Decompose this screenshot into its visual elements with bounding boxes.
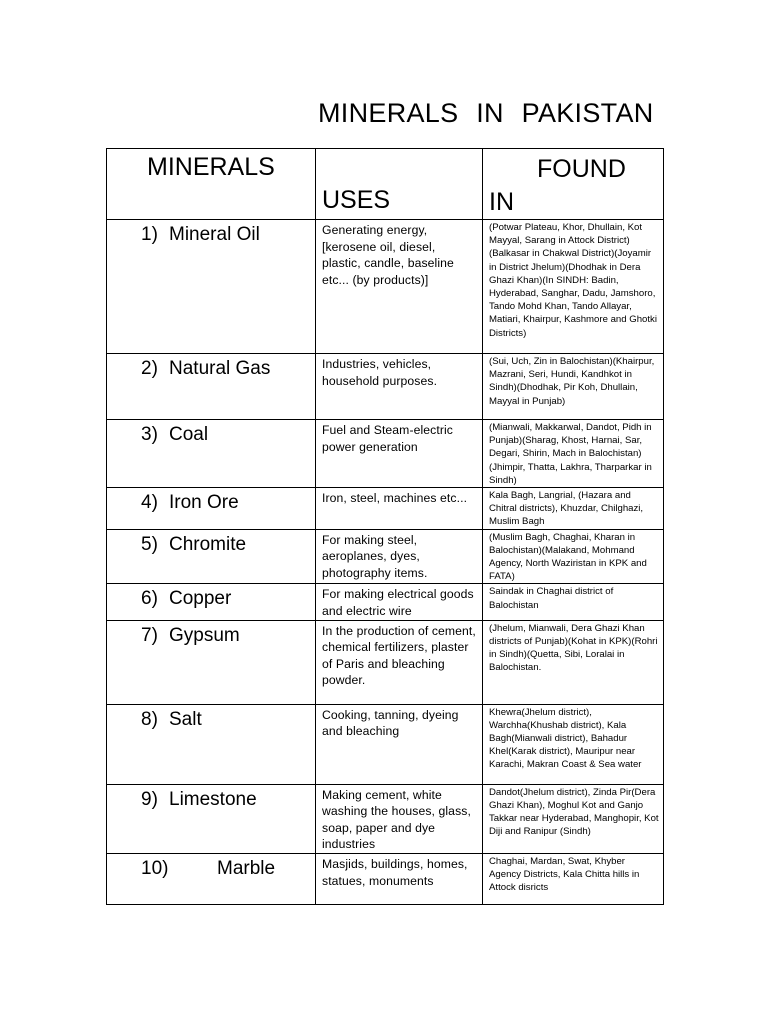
mineral-uses: Masjids, buildings, homes, statues, monuments	[322, 857, 468, 888]
mineral-found-in: Kala Bagh, Langrial, (Hazara and Chitral districts), Khuzdar, Chilghazi, Muslim Bagh	[489, 490, 644, 528]
mineral-uses: For making steel, aeroplanes, dyes, photography items.	[322, 532, 428, 580]
mineral-label: Limestone	[169, 788, 257, 810]
row-number: 3)	[141, 424, 158, 445]
row-number: 9)	[141, 788, 158, 810]
mineral-label: Chromite	[169, 533, 247, 555]
table-row	[107, 220, 664, 354]
mineral-found-in: (Sui, Uch, Zin in Balochistan)(Khairpur, Mazrani, Seri, Hundi, Kandhkot in Sindh)(Dhodhak, Pir Koh, Dhullain, Mayyal in Punjab)	[489, 356, 655, 407]
mineral-name	[107, 420, 315, 446]
mineral-name	[107, 220, 315, 246]
mineral-name	[107, 854, 315, 880]
mineral-name	[107, 488, 315, 514]
table-row	[107, 620, 664, 704]
mineral-label: Marble	[217, 858, 276, 879]
header-cell-minerals	[107, 149, 316, 220]
minerals-table	[106, 148, 664, 905]
mineral-found-in: (Muslim Bagh, Chaghai, Kharan in Balochistan)(Malakand, Mohmand Agency, North Waziristan in KPK and FATA)	[489, 531, 647, 583]
mineral-found-in: Khewra(Jhelum district), Warchha(Khushab district), Kala Bagh(Mianwali district), Bahadur Khel(Karak district), Mauripur near Karachi, Makran Coast & Sea water	[489, 706, 642, 771]
mineral-uses: Generating energy, [kerosene oil, diesel, plastic, candle, baseline etc... (by products)]	[322, 223, 454, 287]
mineral-name	[107, 705, 315, 731]
row-number: 8)	[141, 708, 158, 730]
table-row	[107, 584, 664, 620]
row-number: 4)	[141, 492, 158, 514]
header-cell-found-in	[483, 149, 664, 220]
table-row	[107, 420, 664, 488]
mineral-found-in: (Potwar Plateau, Khor, Dhullain, Kot Mayyal, Sarang in Attock District)(Balkasar in Chakwal District)(Joyamir in District Jhelum)(Dhodhak in Dera Ghazi Khan)(In SINDH: Badin, Hyderabad, Sanghar, Dadu, Jamshoro, Tando Mohd Khan, Tando Allayar, Matiari, Khairpur, Kashmore and Ghotki Districts)	[489, 222, 657, 339]
mineral-uses: For making electrical goods and electric wire	[322, 587, 474, 619]
row-number: 7)	[141, 624, 158, 646]
row-number: 10)	[141, 858, 169, 879]
table-row	[107, 704, 664, 784]
mineral-label: Iron Ore	[169, 492, 239, 514]
mineral-label: Mineral Oil	[169, 224, 260, 245]
header-uses-label: USES	[322, 186, 391, 214]
mineral-found-in: (Mianwali, Makkarwal, Dandot, Pidh in Punjab)(Sharag, Khost, Harnai, Sar, Degari, Shirin, Mach in Balochistan)(Jhimpir, Thatta, Lakhra, Tharparkar in Sindh)	[489, 422, 652, 486]
mineral-name	[107, 584, 315, 610]
mineral-uses: Industries, vehicles, household purposes.	[322, 357, 438, 388]
mineral-found-in: (Jhelum, Mianwali, Dera Ghazi Khan districts of Punjab)(Kohat in KPK)(Rohri in Sindh)(Quetta, Sibi, Loralai in Balochistan.	[489, 622, 658, 674]
mineral-uses: Fuel and Steam-electric power generation	[322, 423, 454, 454]
mineral-name	[107, 785, 315, 811]
row-number: 2)	[141, 358, 158, 379]
mineral-label: Copper	[169, 588, 232, 610]
mineral-label: Gypsum	[169, 624, 240, 646]
row-number: 5)	[141, 533, 158, 555]
mineral-uses: In the production of cement, chemical fertilizers, plaster of Paris and bleaching powder.	[322, 623, 476, 688]
header-cell-uses	[316, 149, 483, 220]
header-minerals-label: MINERALS	[147, 153, 275, 181]
mineral-uses: Iron, steel, machines etc...	[322, 491, 468, 506]
mineral-found-in: Saindak in Chaghai district of Balochistan	[489, 586, 614, 611]
mineral-label: Salt	[169, 708, 202, 730]
mineral-name	[107, 354, 315, 380]
table-row	[107, 784, 664, 853]
mineral-found-in: Dandot(Jhelum district), Zinda Pir(Dera Ghazi Khan), Moghul Kot and Ganjo Takkar near Hyderabad, Manghopir, Kot Diji and Ranipur (Sindh)	[489, 786, 659, 838]
row-number: 6)	[141, 588, 158, 610]
table-header-row	[107, 149, 664, 220]
page-title: MINERALS IN PAKISTAN	[318, 98, 654, 128]
mineral-label: Coal	[169, 424, 209, 445]
table-row	[107, 354, 664, 420]
header-found-in-label	[483, 149, 663, 219]
mineral-name	[107, 530, 315, 556]
table-row	[107, 854, 664, 905]
table-row	[107, 488, 664, 530]
row-number: 1)	[141, 224, 158, 245]
table-row	[107, 529, 664, 584]
mineral-uses: Making cement, white washing the houses, glass, soap, paper and dye industries	[322, 787, 471, 852]
mineral-label: Natural Gas	[169, 358, 271, 379]
header-found-line2: IN	[489, 188, 514, 216]
mineral-found-in: Chaghai, Mardan, Swat, Khyber Agency Districts, Kala Chitta hills in Attock disricts	[489, 856, 640, 894]
header-found-line1: FOUND	[537, 155, 626, 183]
mineral-uses: Cooking, tanning, dyeing and bleaching	[322, 707, 459, 739]
mineral-name	[107, 621, 315, 647]
